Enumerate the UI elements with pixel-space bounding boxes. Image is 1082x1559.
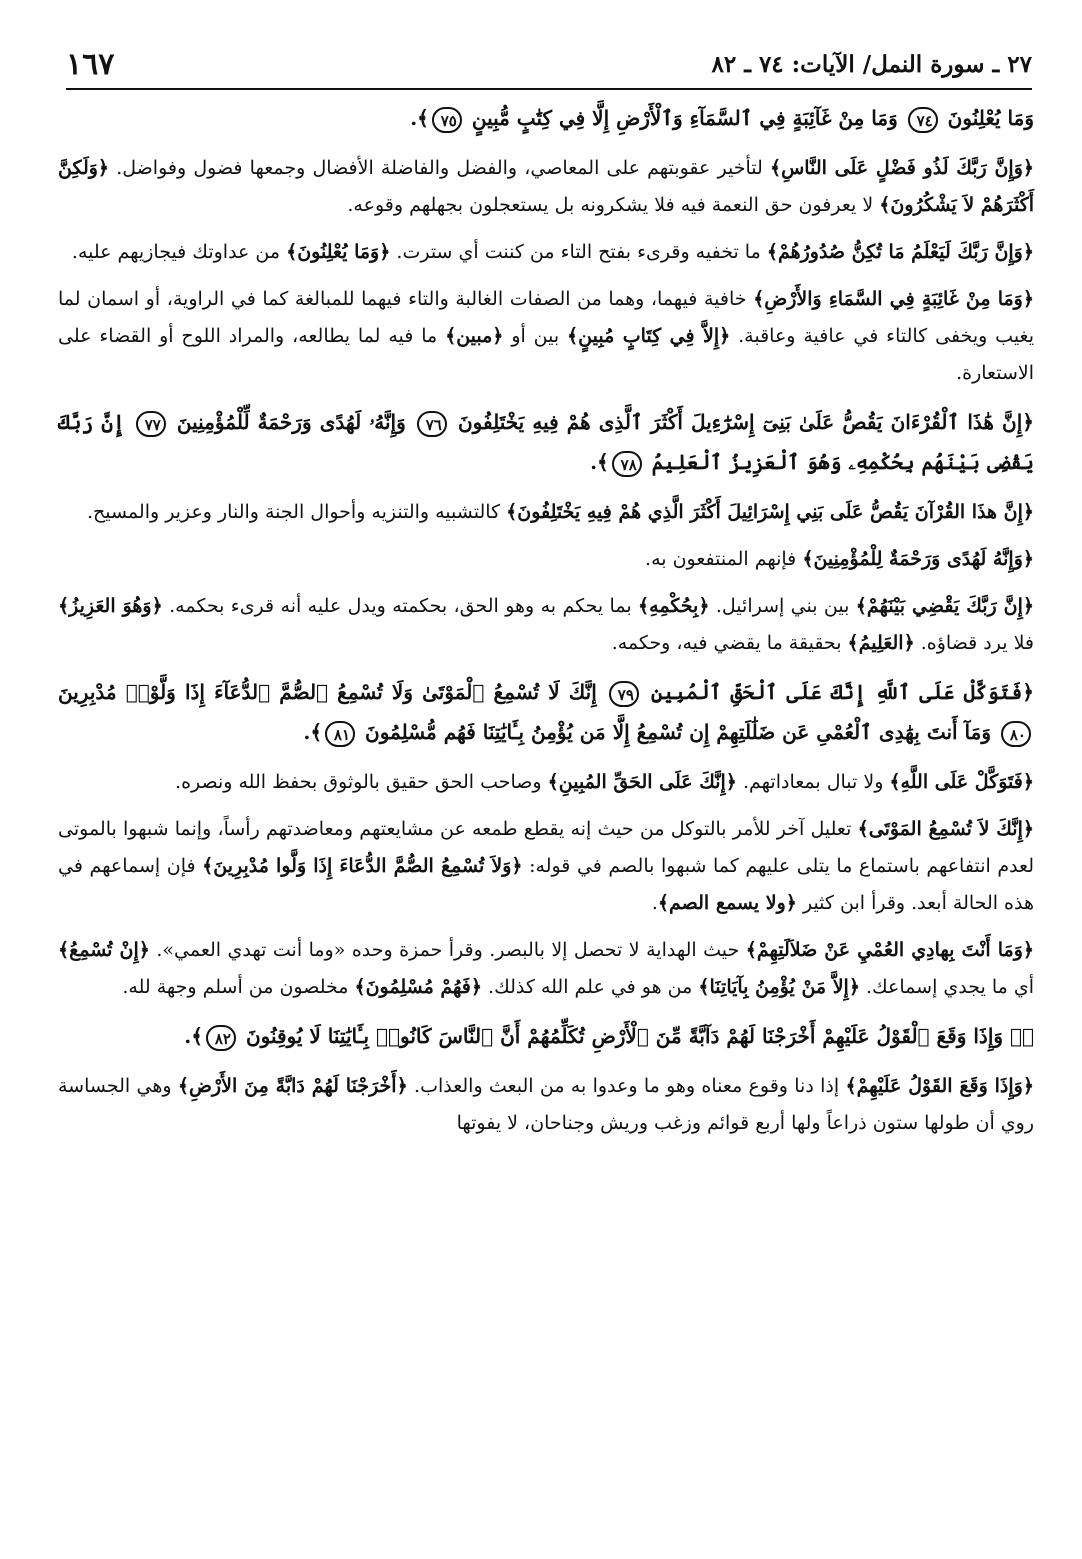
- quoted-verse: ﴿إِنَّ رَبَّكَ يَقْضِي بَيْنَهُمْ﴾: [855, 595, 1034, 617]
- verse-text: إِنَّ رَبَّكَ يَقْضِى بَيْنَهُم بِحُكْمِهِۦ وَهُوَ ٱلْعَزِيزُ ٱلْعَلِيمُ: [58, 410, 1034, 474]
- commentary-text: إذا دنا وقوع معناه وهو ما وعدوا به من البعث والعذاب.: [407, 1075, 846, 1097]
- quoted-verse: ﴿وَإِنَّ رَبَّكَ لَذُو فَضْلٍ عَلَى النَّاسِ﴾: [769, 157, 1034, 179]
- commentary-text: ولا تبال بمعاداتهم.: [736, 771, 890, 793]
- quran-verse-block: [58, 672, 1034, 752]
- commentary-text: بين بني إسرائيل.: [709, 595, 856, 617]
- commentary-text: كالتشبيه والتنزيه وأحوال الجنة والنار وعزير والمسيح.: [86, 501, 507, 523]
- commentary-text: لتأخير عقوبتهم على المعاصي، والفضل والفاضلة الأفضال وجمعها فضول وفواضل.: [109, 157, 770, 179]
- quoted-verse: ﴿وَلَكِنَّ أَكْثَرَهُمْ لاَ يَشْكُرُونَ﴾: [58, 157, 1034, 216]
- commentary-paragraph: [58, 281, 1034, 392]
- commentary-text: أي ما يجدي إسماعك.: [859, 976, 1034, 998]
- verse-text: ﴾.: [590, 450, 609, 474]
- quoted-verse: ﴿وَإِنَّ رَبَّكَ لَيَعْلَمُ مَا تُكِنُّ صُدُورُهُمْ﴾: [766, 241, 1034, 263]
- quoted-verse: ﴿وَمَا يُعْلِنُونَ﴾: [286, 241, 391, 263]
- commentary-text: بين أو: [503, 325, 568, 347]
- verse-number-marker: ٨٠: [1001, 721, 1031, 747]
- quran-verse-block: [58, 1016, 1034, 1056]
- verse-text: وَمَا مِنْ غَآئِبَةٍ فِي ٱلسَّمَآءِ وَٱلْأَرْضِ إِلَّا فِي كِتَٰبٍ مُّبِينٍ: [464, 106, 905, 130]
- page-header: [66, 40, 1032, 90]
- verse-number-marker: ٧٥: [432, 107, 462, 133]
- quoted-verse: ﴿بِحُكْمِهِ﴾: [638, 595, 710, 617]
- quran-verse-block: [58, 98, 1034, 138]
- commentary-text: بما يحكم به وهو الحق، بحكمته ويدل عليه أنه قرىء بحكمه.: [162, 595, 638, 617]
- verse-text: ﴿فَتَوَكَّلْ عَلَى ٱللَّهِ إِنَّكَ عَلَى ٱلْحَقِّ ٱلْمُبِينِ: [641, 680, 1034, 704]
- quoted-verse: ﴿وَلاَ تُسْمِعُ الصُّمَّ الدُّعَاءَ إِذَا وَلَّوا مُدْبِرِينَ﴾: [202, 855, 523, 877]
- verse-number-marker: ٨١: [325, 721, 355, 747]
- verse-number-marker: ٧٦: [417, 411, 447, 437]
- quoted-verse: ﴿العَلِيمُ﴾: [847, 632, 915, 654]
- quoted-verse: ﴿فَهُمْ مُسْلِمُونَ﴾: [354, 976, 483, 998]
- quran-verse-block: [58, 402, 1034, 482]
- quoted-verse: ﴿وَمَا مِنْ غَائِبَةٍ فِي السَّمَاءِ وَالأَرْضِ﴾: [753, 288, 1034, 310]
- verse-text: وَمَآ أَنتَ بِهَٰدِى ٱلْعُمْىِ عَن ضَلَٰلَتِهِمْ إِن تُسْمِعُ إِلَّا مَن يُؤْمِنُ بِـَٔايَٰتِنَا فَهُم مُّسْلِمُونَ: [358, 720, 998, 744]
- quoted-verse: ﴿إِنْ تُسْمِعُ﴾: [58, 939, 150, 961]
- verse-text: ﴾.: [410, 106, 429, 130]
- verse-text: إِنَّكَ لَا تُسْمِعُ ٱلْمَوْتَىٰ وَلَا تُسْمِعُ ٱلصُّمَّ ٱلدُّعَآءَ إِذَا وَلَّوْا۟ مُدْبِرِينَ: [58, 680, 606, 704]
- quoted-verse: ﴿وَإِنَّهُ لَهُدًى وَرَحْمَةٌ لِلْمُؤْمِنِينَ﴾: [802, 548, 1034, 570]
- verse-text: وَإِنَّهُۥ لَهُدًى وَرَحْمَةٌ لِّلْمُؤْمِنِينَ: [168, 410, 414, 434]
- quoted-verse: ﴿أَخْرَجْنَا لَهُمْ دَابَّةً مِنَ الأَرْضِ﴾: [177, 1075, 408, 1097]
- commentary-text: من هو في علم الله كذلك.: [482, 976, 699, 998]
- verse-text: ﴿۞ وَإِذَا وَقَعَ ٱلْقَوْلُ عَلَيْهِمْ أَخْرَجْنَا لَهُمْ دَآبَّةً مِّنَ ٱلْأَرْضِ تُكَلِّمُهُمْ أَنَّ ٱلنَّاسَ كَانُوا۟ بِـَٔايَٰتِنَا لَا يُوقِنُونَ: [238, 1024, 1034, 1048]
- commentary-text: ما تخفيه وقرىء بفتح التاء من كننت أي سترت.: [390, 241, 767, 263]
- quoted-verse: ﴿ولا يسمع الصم﴾: [657, 892, 797, 914]
- commentary-paragraph: [58, 811, 1034, 922]
- commentary-text: من عداوتك فيجازيهم عليه.: [71, 241, 287, 263]
- quoted-verse: ﴿إِنَّ هذَا القُرْآنَ يَقُصُّ عَلَى بَنِي إِسْرَائِيلَ أَكْثَرَ الَّذِي هُمْ فِيهِ يَخْتَلِفُونَ﴾: [506, 501, 1034, 523]
- commentary-paragraph: [58, 494, 1034, 531]
- commentary-paragraph: [58, 150, 1034, 224]
- page-body: [58, 98, 1034, 1551]
- commentary-paragraph: [58, 764, 1034, 801]
- commentary-text: لا يعرفون حق النعمة فيه فلا يشكرونه بل يستعجلون بجهلهم وقوعه.: [347, 194, 880, 216]
- verse-number-marker: ٧٩: [609, 681, 639, 707]
- quoted-verse: ﴿وَهُوَ العَزِيزُ﴾: [58, 595, 163, 617]
- commentary-text: ما فيه لما يطالعه، والمراد اللوح أو القضاء على الاستعارة.: [58, 325, 1034, 384]
- verse-number-marker: ٧٤: [908, 107, 938, 133]
- commentary-text: فإنهم المنتفعون به.: [645, 548, 803, 570]
- commentary-paragraph: [58, 932, 1034, 1006]
- commentary-text: فإن إسماعهم في هذه الحالة أبعد. وقرأ ابن كثير: [58, 855, 1034, 914]
- quoted-verse: ﴿وَمَا أَنْتَ بِهادِي العُمْيِ عَنْ ضَلاَلَتِهِمْ﴾: [745, 939, 1034, 961]
- quoted-verse: ﴿فَتَوَكَّلْ عَلَى اللَّهِ﴾: [889, 771, 1034, 793]
- quoted-verse: ﴿إِلاَّ فِي كِتَابٍ مُبِينٍ﴾: [567, 325, 731, 347]
- commentary-paragraph: [58, 588, 1034, 662]
- commentary-text: بحقيقة ما يقضي فيه، وحكمه.: [611, 632, 848, 654]
- commentary-text: تعليل آخر للأمر بالتوكل من حيث إنه يقطع طمعه عن مشايعتهم ومعاضدتهم رأساً، وإنما شبهوا بالموتى لعدم انتفاعهم باستماع ما يتلى عليهم كما شبهوا بالصم في قوله:: [58, 818, 1035, 877]
- verse-number-marker: ٨٢: [206, 1025, 236, 1051]
- quoted-verse: ﴿وَإِذَا وَقَعَ القَوْلُ عَلَيْهِمْ﴾: [845, 1075, 1034, 1097]
- running-title: ٢٧ ـ سورة النمل/ الآيات: ٧٤ ـ ٨٢: [711, 50, 1032, 78]
- quoted-verse: ﴿مبين﴾: [445, 325, 504, 347]
- commentary-text: حيث الهداية لا تحصل إلا بالبصر. وقرأ حمزة وحده «وما أنت تهدي العمي».: [149, 939, 746, 961]
- verse-number-marker: ٧٨: [612, 451, 642, 477]
- commentary-paragraph: [58, 541, 1034, 578]
- verse-text: ﴾.: [303, 720, 323, 744]
- page-number: ١٦٧: [66, 46, 115, 82]
- quoted-verse: ﴿إِلاَّ مَنْ يُؤْمِنُ بِآيَاتِنَا﴾: [698, 976, 860, 998]
- commentary-text: خافية فيهما، وهما من الصفات الغالبة والتاء فيهما للمبالغة كما في الراوية، أو اسمان لما يغيب ويخفى كالتاء في عافية وعاقبة.: [58, 288, 1035, 347]
- commentary-paragraph: [58, 234, 1034, 271]
- commentary-paragraph: [58, 1068, 1034, 1142]
- verse-text: ﴾.: [184, 1024, 203, 1048]
- verse-text: وَمَا يُعْلِنُونَ: [940, 106, 1034, 130]
- verse-text: ﴿إِنَّ هَٰذَا ٱلْقُرْءَانَ يَقُصُّ عَلَىٰ بَنِىٓ إِسْرَٰٓءِيلَ أَكْثَرَ ٱلَّذِى هُمْ فِيهِ يَخْتَلِفُونَ: [449, 410, 1034, 434]
- commentary-text: وهي الجساسة روي أن طولها ستون ذراعاً ولها أربع قوائم وزغب وريش وجناحان، لا يفوتها: [58, 1075, 1034, 1134]
- commentary-text: وصاحب الحق حقيق بالوثوق بحفظ الله ونصره.: [175, 771, 548, 793]
- commentary-text: فلا يرد قضاؤه.: [914, 632, 1034, 654]
- commentary-text: مخلصون من أسلم وجهة لله.: [122, 976, 355, 998]
- quoted-verse: ﴿إِنَّكَ عَلَى الحَقِّ المُبِينِ﴾: [547, 771, 737, 793]
- quoted-verse: ﴿إِنَّكَ لاَ تُسْمِعُ المَوْتَى﴾: [857, 818, 1034, 840]
- verse-number-marker: ٧٧: [136, 411, 166, 437]
- commentary-text: .: [651, 892, 658, 914]
